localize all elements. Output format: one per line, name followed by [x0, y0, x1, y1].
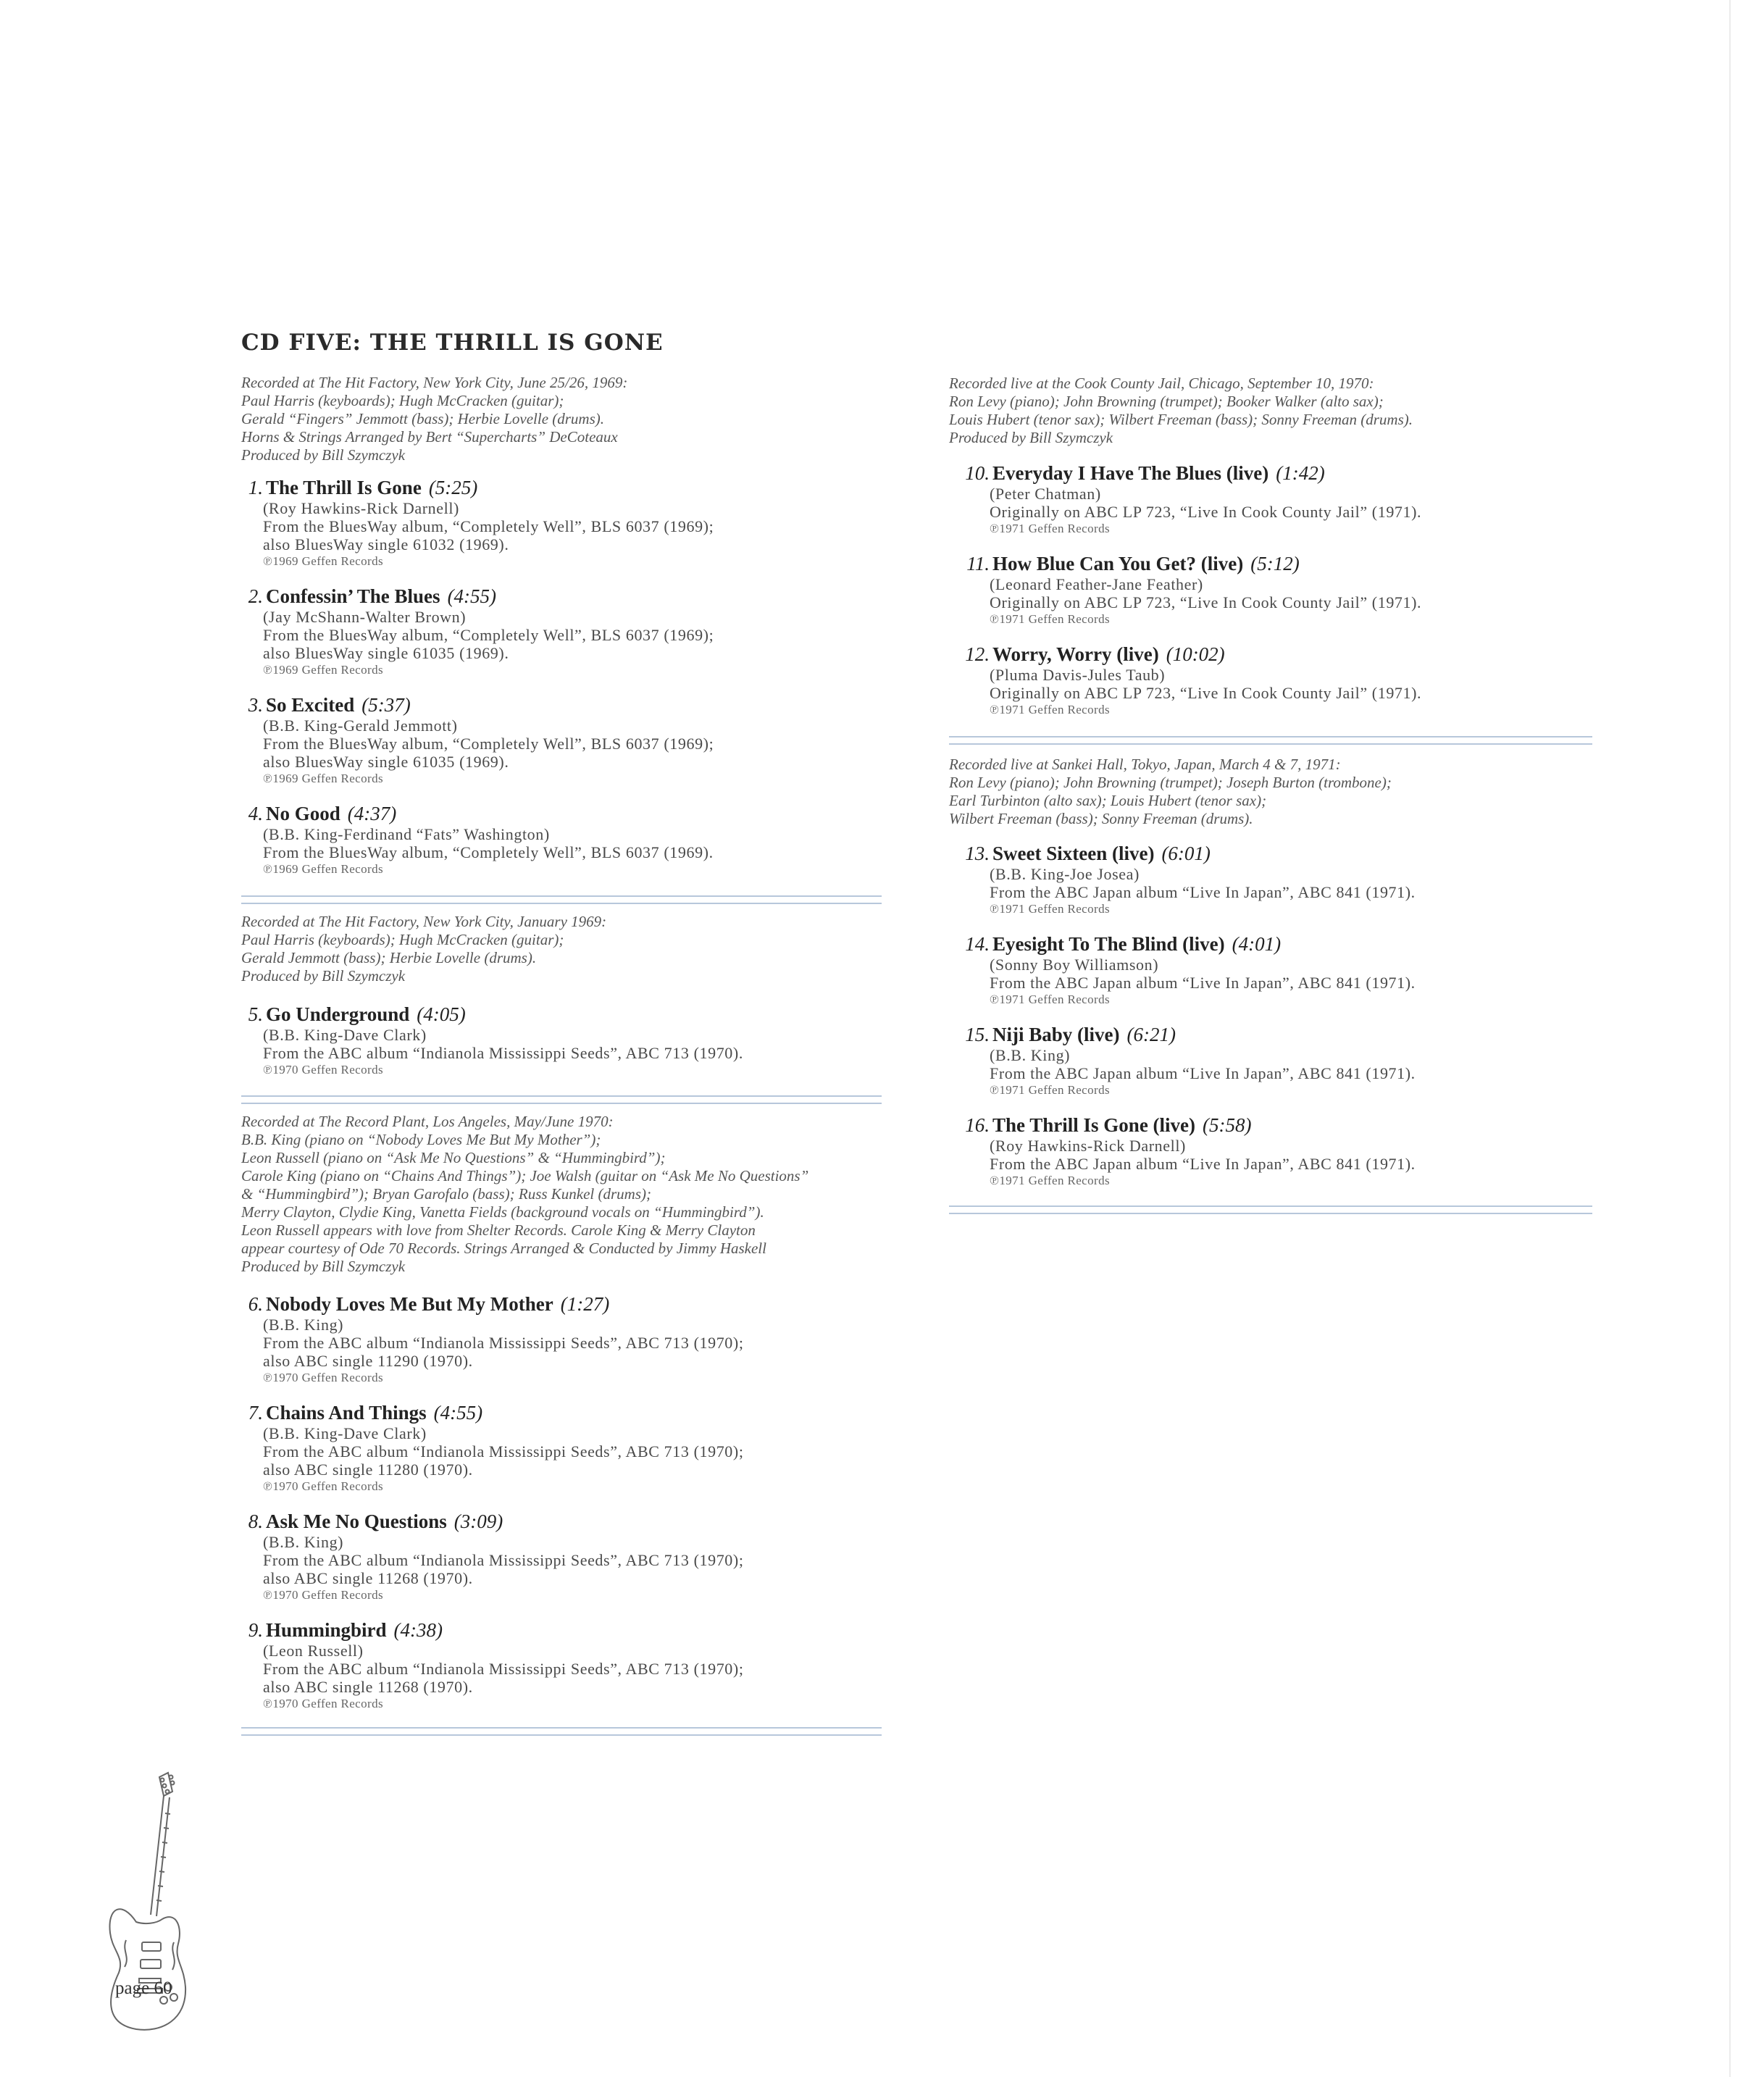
track-source: also BluesWay single 61035 (1969).: [263, 644, 509, 662]
track-source: From the ABC album “Indianola Mississippi Seeds”, ABC 713 (1970);: [263, 1442, 744, 1460]
track-source: also BluesWay single 61035 (1969).: [263, 753, 509, 771]
track-composer: (B.B. King): [263, 1533, 344, 1551]
track-copyright: ℗1970 Geffen Records: [263, 1588, 384, 1602]
track-composer: (Peter Chatman): [990, 485, 1101, 503]
track-number: 13.: [965, 843, 990, 864]
session-credits: [949, 756, 1392, 828]
credit-line: Produced by Bill Szymczyk: [241, 446, 406, 464]
section-divider: [949, 736, 1592, 745]
credit-line: Produced by Bill Szymczyk: [241, 1258, 406, 1275]
track-item: [949, 1024, 1416, 1098]
track-details: [263, 1642, 744, 1712]
credit-line: Carole King (piano on “Chains And Things”); Joe Walsh (guitar on “Ask Me No Questions”: [241, 1167, 809, 1184]
track-item: [949, 843, 1416, 917]
track-header: [949, 1114, 1416, 1137]
track-source: From the ABC Japan album “Live In Japan”, ABC 841 (1971).: [990, 1155, 1416, 1173]
track-duration: (5:25): [428, 477, 478, 498]
track-title: Eyesight To The Blind (live): [992, 933, 1225, 955]
track-details: [263, 499, 714, 569]
track-item: [241, 1293, 744, 1386]
track-item: [241, 1402, 744, 1495]
track-title: The Thrill Is Gone (live): [992, 1114, 1196, 1136]
track-header: [949, 1024, 1416, 1046]
track-duration: (6:21): [1126, 1024, 1176, 1045]
section-divider: [241, 895, 882, 904]
track-details: [990, 666, 1421, 718]
credit-line: Ron Levy (piano); John Browning (trumpet); Joseph Burton (trombone);: [949, 774, 1392, 791]
track-composer: (B.B. King-Ferdinand “Fats” Washington): [263, 825, 550, 843]
track-copyright: ℗1969 Geffen Records: [263, 772, 384, 785]
track-item: [949, 1114, 1416, 1189]
track-header: [241, 477, 714, 499]
track-source: From the ABC Japan album “Live In Japan”, ABC 841 (1971).: [990, 1064, 1416, 1082]
track-item: [241, 1510, 744, 1603]
track-number: 12.: [965, 643, 990, 665]
track-item: [241, 585, 714, 678]
track-title: Niji Baby (live): [992, 1024, 1120, 1045]
track-copyright: ℗1971 Geffen Records: [990, 1083, 1111, 1097]
track-copyright: ℗1971 Geffen Records: [990, 612, 1111, 626]
track-composer: (Pluma Davis-Jules Taub): [990, 666, 1166, 684]
track-source: From the BluesWay album, “Completely Well”, BLS 6037 (1969);: [263, 735, 714, 753]
track-header: [949, 843, 1416, 865]
track-source: From the ABC Japan album “Live In Japan”, ABC 841 (1971).: [990, 883, 1416, 901]
track-title: Confessin’ The Blues: [266, 585, 440, 607]
track-details: [263, 825, 714, 877]
track-copyright: ℗1970 Geffen Records: [263, 1479, 384, 1493]
track-header: [241, 1619, 744, 1642]
track-details: [263, 1424, 744, 1495]
track-number: 4.: [248, 803, 263, 824]
track-header: [241, 1510, 744, 1533]
session-credits: [241, 374, 627, 464]
track-header: [241, 1003, 743, 1026]
track-number: 9.: [248, 1619, 263, 1641]
track-composer: (Roy Hawkins-Rick Darnell): [263, 499, 459, 517]
credit-line: Paul Harris (keyboards); Hugh McCracken (guitar);: [241, 392, 564, 409]
track-item: [949, 553, 1421, 627]
track-duration: (6:01): [1161, 843, 1211, 864]
credit-line: B.B. King (piano on “Nobody Loves Me But My Mother”);: [241, 1131, 601, 1148]
track-details: [263, 716, 714, 787]
track-source: also ABC single 11280 (1970).: [263, 1460, 473, 1479]
track-details: [990, 865, 1416, 917]
track-composer: (Roy Hawkins-Rick Darnell): [990, 1137, 1186, 1155]
session-credits: [949, 375, 1413, 447]
track-duration: (4:38): [393, 1619, 443, 1641]
track-source: From the BluesWay album, “Completely Well”, BLS 6037 (1969).: [263, 843, 714, 861]
credit-line: Gerald “Fingers” Jemmott (bass); Herbie Lovelle (drums).: [241, 410, 605, 427]
track-source: also ABC single 11268 (1970).: [263, 1678, 473, 1696]
track-duration: (5:37): [361, 694, 411, 716]
track-duration: (4:01): [1232, 933, 1282, 955]
track-composer: (B.B. King-Joe Josea): [990, 865, 1140, 883]
track-title: Ask Me No Questions: [266, 1510, 447, 1532]
track-source: From the BluesWay album, “Completely Well”, BLS 6037 (1969);: [263, 517, 714, 535]
credit-line: Paul Harris (keyboards); Hugh McCracken (guitar);: [241, 931, 564, 948]
track-duration: (5:12): [1250, 553, 1300, 574]
credit-line: Merry Clayton, Clydie King, Vanetta Fields (background vocals on “Hummingbird”).: [241, 1203, 764, 1221]
track-duration: (4:05): [417, 1003, 466, 1025]
credit-line: Ron Levy (piano); John Browning (trumpet); Booker Walker (alto sax);: [949, 393, 1384, 410]
track-duration: (5:58): [1203, 1114, 1252, 1136]
track-composer: (B.B. King): [990, 1046, 1071, 1064]
credit-line: Recorded at The Record Plant, Los Angeles, May/June 1970:: [241, 1113, 614, 1130]
track-copyright: ℗1971 Geffen Records: [990, 902, 1111, 916]
credit-line: Recorded live at Sankei Hall, Tokyo, Japan, March 4 & 7, 1971:: [949, 756, 1341, 773]
track-title: Chains And Things: [266, 1402, 427, 1424]
track-composer: (Leon Russell): [263, 1642, 364, 1660]
track-header: [241, 803, 714, 825]
track-source: Originally on ABC LP 723, “Live In Cook County Jail” (1971).: [990, 684, 1422, 702]
section-divider: [241, 1727, 882, 1736]
track-item: [241, 803, 714, 877]
track-number: 5.: [248, 1003, 263, 1025]
credit-line: Louis Hubert (tenor sax); Wilbert Freeman (bass); Sonny Freeman (drums).: [949, 411, 1413, 428]
track-number: 8.: [248, 1510, 263, 1532]
track-header: [949, 553, 1421, 575]
page-number: page 60: [115, 1978, 172, 1998]
track-item: [949, 933, 1416, 1008]
page-edge: [1729, 0, 1731, 2077]
track-header: [949, 933, 1416, 956]
track-details: [990, 1137, 1416, 1189]
credit-line: Leon Russell appears with love from Shelter Records. Carole King & Merry Clayton: [241, 1221, 756, 1239]
credit-line: Produced by Bill Szymczyk: [241, 967, 406, 985]
track-number: 7.: [248, 1402, 263, 1424]
track-details: [990, 575, 1421, 627]
track-copyright: ℗1969 Geffen Records: [263, 554, 384, 568]
track-item: [949, 462, 1421, 537]
track-header: [949, 643, 1421, 666]
track-details: [990, 956, 1416, 1008]
track-composer: (B.B. King-Dave Clark): [263, 1026, 427, 1044]
track-header: [241, 694, 714, 716]
track-source: From the ABC album “Indianola Mississippi Seeds”, ABC 713 (1970);: [263, 1660, 744, 1678]
track-details: [990, 1046, 1416, 1098]
track-title: How Blue Can You Get? (live): [992, 553, 1244, 574]
track-duration: (10:02): [1166, 643, 1225, 665]
track-composer: (B.B. King-Gerald Jemmott): [263, 716, 458, 735]
credit-line: Earl Turbinton (alto sax); Louis Hubert (tenor sax);: [949, 792, 1267, 809]
track-number: 10.: [965, 462, 990, 484]
credit-line: appear courtesy of Ode 70 Records. Strings Arranged & Conducted by Jimmy Haskell: [241, 1240, 766, 1257]
track-source: From the ABC album “Indianola Mississippi Seeds”, ABC 713 (1970);: [263, 1334, 744, 1352]
track-copyright: ℗1970 Geffen Records: [263, 1697, 384, 1710]
track-title: Go Underground: [266, 1003, 410, 1025]
track-title: No Good: [266, 803, 340, 824]
track-duration: (4:55): [433, 1402, 483, 1424]
track-duration: (4:55): [447, 585, 497, 607]
track-duration: (3:09): [453, 1510, 503, 1532]
track-header: [949, 462, 1421, 485]
cd-title: CD FIVE: THE THRILL IS GONE: [241, 330, 664, 356]
track-title: Sweet Sixteen (live): [992, 843, 1155, 864]
track-copyright: ℗1971 Geffen Records: [990, 992, 1111, 1006]
credit-line: Recorded at The Hit Factory, New York City, June 25/26, 1969:: [241, 374, 628, 391]
track-copyright: ℗1969 Geffen Records: [263, 663, 384, 677]
session-credits: [241, 913, 606, 985]
track-composer: (Leonard Feather-Jane Feather): [990, 575, 1203, 593]
track-header: [241, 585, 714, 608]
track-source: From the BluesWay album, “Completely Well”, BLS 6037 (1969);: [263, 626, 714, 644]
credit-line: Gerald Jemmott (bass); Herbie Lovelle (drums).: [241, 949, 537, 966]
track-composer: (B.B. King-Dave Clark): [263, 1424, 427, 1442]
track-title: Nobody Loves Me But My Mother: [266, 1293, 553, 1315]
session-credits: [241, 1113, 808, 1276]
track-title: Everyday I Have The Blues (live): [992, 462, 1269, 484]
track-details: [263, 1533, 744, 1603]
track-source: also ABC single 11268 (1970).: [263, 1569, 473, 1587]
track-number: 16.: [965, 1114, 990, 1136]
track-number: 1.: [248, 477, 263, 498]
track-number: 2.: [248, 585, 263, 607]
track-source: Originally on ABC LP 723, “Live In Cook County Jail” (1971).: [990, 503, 1422, 521]
track-header: [241, 1293, 744, 1316]
credit-line: Wilbert Freeman (bass); Sonny Freeman (drums).: [949, 810, 1253, 827]
track-item: [241, 694, 714, 787]
track-copyright: ℗1971 Geffen Records: [990, 1174, 1111, 1187]
track-duration: (4:37): [347, 803, 397, 824]
track-source: From the ABC album “Indianola Mississippi Seeds”, ABC 713 (1970);: [263, 1551, 744, 1569]
track-copyright: ℗1971 Geffen Records: [990, 522, 1111, 535]
track-composer: (Jay McShann-Walter Brown): [263, 608, 467, 626]
track-composer: (Sonny Boy Williamson): [990, 956, 1159, 974]
track-item: [241, 477, 714, 569]
track-details: [263, 1026, 743, 1078]
track-copyright: ℗1969 Geffen Records: [263, 862, 384, 876]
track-source: also ABC single 11290 (1970).: [263, 1352, 473, 1370]
credit-line: Produced by Bill Szymczyk: [949, 429, 1113, 446]
credit-line: Recorded live at the Cook County Jail, Chicago, September 10, 1970:: [949, 375, 1374, 392]
track-number: 14.: [965, 933, 990, 955]
track-details: [263, 1316, 744, 1386]
track-number: 15.: [965, 1024, 990, 1045]
track-header: [241, 1402, 744, 1424]
track-title: So Excited: [266, 694, 355, 716]
track-details: [990, 485, 1421, 537]
section-divider: [949, 1205, 1592, 1214]
credit-line: Recorded at The Hit Factory, New York City, January 1969:: [241, 913, 607, 930]
track-title: Worry, Worry (live): [992, 643, 1159, 665]
track-title: The Thrill Is Gone: [266, 477, 422, 498]
track-duration: (1:42): [1276, 462, 1325, 484]
track-item: [949, 643, 1421, 718]
track-item: [241, 1619, 744, 1712]
credit-line: & “Hummingbird”); Bryan Garofalo (bass); Russ Kunkel (drums);: [241, 1185, 652, 1203]
track-number: 11.: [966, 553, 990, 574]
track-source: From the ABC Japan album “Live In Japan”, ABC 841 (1971).: [990, 974, 1416, 992]
track-item: [241, 1003, 743, 1078]
track-details: [263, 608, 714, 678]
track-composer: (B.B. King): [263, 1316, 344, 1334]
track-number: 3.: [248, 694, 263, 716]
track-duration: (1:27): [560, 1293, 610, 1315]
track-title: Hummingbird: [266, 1619, 387, 1641]
section-divider: [241, 1095, 882, 1104]
track-copyright: ℗1971 Geffen Records: [990, 703, 1111, 716]
credit-line: Leon Russell (piano on “Ask Me No Questions” & “Hummingbird”);: [241, 1149, 666, 1166]
track-copyright: ℗1970 Geffen Records: [263, 1063, 384, 1077]
track-source: From the ABC album “Indianola Mississippi Seeds”, ABC 713 (1970).: [263, 1044, 743, 1062]
credit-line: Horns & Strings Arranged by Bert “Supercharts” DeCoteaux: [241, 428, 618, 446]
track-source: also BluesWay single 61032 (1969).: [263, 535, 509, 553]
track-copyright: ℗1970 Geffen Records: [263, 1371, 384, 1384]
track-number: 6.: [248, 1293, 263, 1315]
track-source: Originally on ABC LP 723, “Live In Cook County Jail” (1971).: [990, 593, 1422, 611]
